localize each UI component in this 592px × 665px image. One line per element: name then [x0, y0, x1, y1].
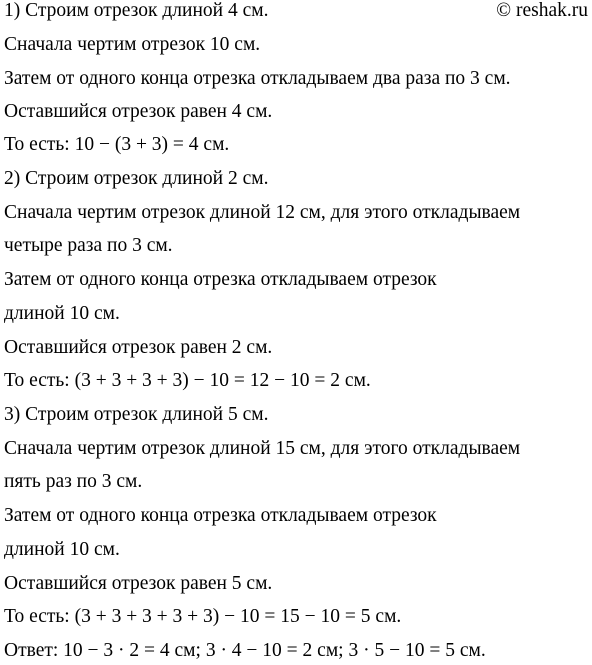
text-line: пять раз по 3 см. [4, 471, 143, 492]
text-line: Затем от одного конца отрезка откладываем отрезок [4, 269, 437, 290]
text-line: длиной 10 см. [4, 539, 120, 560]
heading-task-2: 2) Строим отрезок длиной 2 см. [4, 168, 269, 189]
text-line: Затем от одного конца отрезка откладываем отрезок [4, 505, 437, 526]
heading-task-3: 3) Строим отрезок длиной 5 см. [4, 404, 269, 425]
text-line: Затем от одного конца отрезка откладываем два раза по 3 см. [4, 68, 511, 89]
watermark: © reshak.ru [496, 0, 588, 21]
equation-line: То есть: (3 + 3 + 3 + 3 + 3) − 10 = 15 − 10 = 5 см. [4, 606, 402, 627]
text-line: Оставшийся отрезок равен 5 см. [4, 573, 273, 594]
text-line: Сначала чертим отрезок 10 см. [4, 34, 261, 55]
text-line: четыре раза по 3 см. [4, 235, 173, 256]
equation-line: То есть: 10 − (3 + 3) = 4 см. [4, 134, 230, 155]
text-line: Оставшийся отрезок равен 2 см. [4, 337, 273, 358]
equation-line: То есть: (3 + 3 + 3 + 3) − 10 = 12 − 10 = 2 см. [4, 370, 371, 391]
answer-line: Ответ: 10 − 3 · 2 = 4 см; 3 · 4 − 10 = 2 см; 3 · 5 − 10 = 5 см. [4, 640, 486, 661]
text-line: Сначала чертим отрезок длиной 15 см, для этого откладываем [4, 438, 521, 459]
text-line: длиной 10 см. [4, 303, 120, 324]
text-line: Сначала чертим отрезок длиной 12 см, для этого откладываем [4, 202, 521, 223]
heading-task-1: 1) Строим отрезок длиной 4 см. [4, 0, 269, 21]
text-line: Оставшийся отрезок равен 4 см. [4, 101, 273, 122]
